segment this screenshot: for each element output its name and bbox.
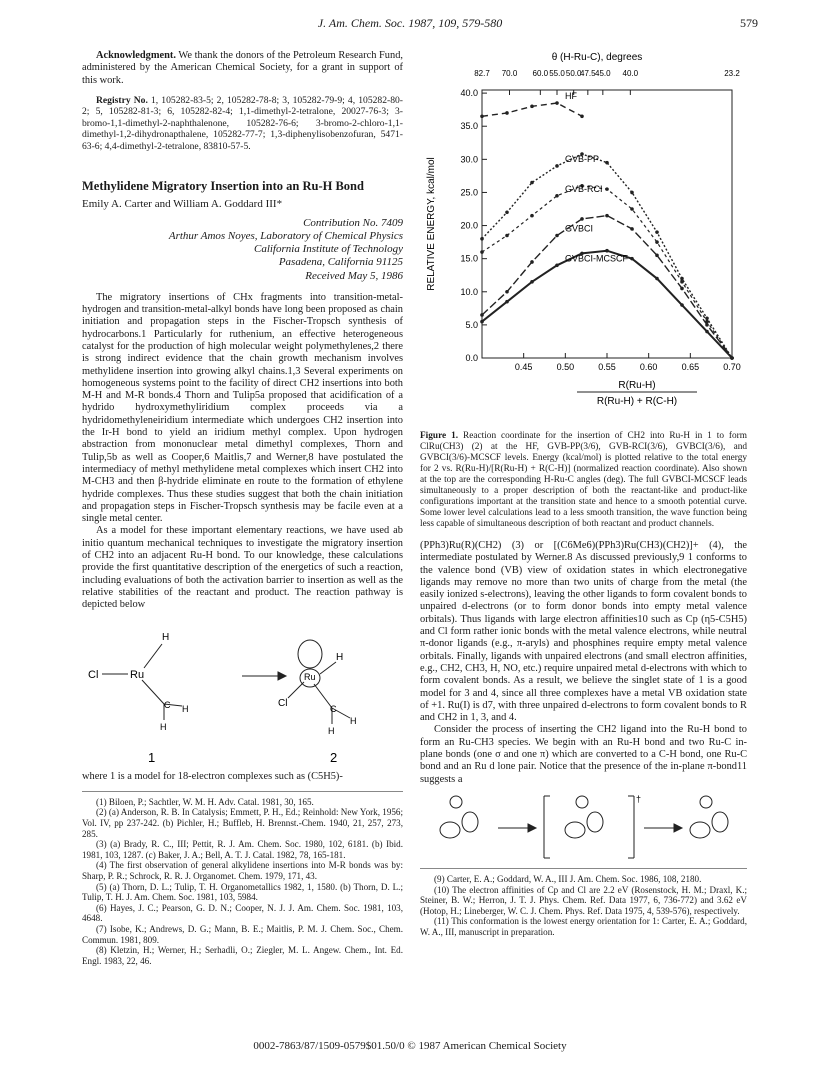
ru-label-2: Ru: [304, 671, 316, 682]
cl-label-1: Cl: [88, 668, 99, 681]
data-point: [680, 303, 684, 307]
top-tick-label: 45.0: [595, 69, 611, 78]
data-point: [530, 181, 534, 185]
data-point: [555, 164, 559, 168]
data-point: [730, 356, 734, 360]
right-footnote: (9) Carter, E. A.; Goddard, W. A., III J. Am. Chem. Soc. 1986, 108, 2180.: [434, 873, 702, 884]
h-label-3: H: [160, 721, 167, 732]
data-point: [655, 240, 659, 244]
x-tick-label: 0.55: [598, 362, 616, 372]
c-label-2: C: [330, 703, 337, 714]
copyright-footer: 0002-7863/87/1509-0579$01.50/0 © 1987 American Chemical Society: [253, 1040, 567, 1052]
data-point: [505, 111, 509, 115]
top-tick-label: 50.0: [565, 69, 582, 78]
data-point: [555, 263, 559, 267]
series-label: GVBCI-MCSCF: [565, 253, 628, 264]
series-label: HF: [565, 91, 577, 102]
data-point: [530, 280, 534, 284]
affiliation-institute: California Institute of Technology: [253, 242, 403, 255]
footnotes-left: [82, 791, 403, 967]
figure-caption: [420, 431, 747, 530]
acknowledgment-label: Acknowledgment.: [96, 50, 176, 61]
y-tick-label: 35.0: [460, 121, 478, 132]
x-tick-label: 0.45: [514, 362, 533, 372]
top-tick-label: 60.0: [532, 69, 549, 78]
data-point: [705, 330, 709, 334]
left-footnote: (4) The first observation of general alkylidene insertions into M-R bonds was by: Sharp, P. R.; Schrock, R. R. J. Organomet. Chem. 1979, 171, 43.: [82, 860, 403, 881]
data-point: [530, 105, 534, 109]
data-point: [505, 234, 509, 238]
data-point: [630, 227, 634, 231]
data-point: [480, 237, 484, 241]
series-line-gvbci: [482, 216, 732, 358]
data-point: [630, 191, 634, 195]
y-tick-label: 5.0: [465, 319, 478, 330]
h-label-6: H: [328, 725, 335, 736]
x-label-numerator: R(Ru-H): [618, 380, 656, 391]
data-point: [480, 250, 484, 254]
data-point: [655, 254, 659, 258]
data-point: [655, 230, 659, 234]
article-authors: Emily A. Carter and William A. Goddard III*: [82, 198, 283, 211]
journal-citation: J. Am. Chem. Soc. 1987, 109, 579-580: [317, 16, 503, 30]
paragraph-3: where 1 is a model for 18-electron complexes such as (C5H5)-: [82, 770, 343, 782]
top-tick-label: 40.0: [622, 69, 639, 78]
series-line-gvbci-mcscf: [482, 251, 732, 358]
figure-caption-label: Figure 1.: [420, 431, 459, 441]
orbital-scheme: [420, 792, 747, 862]
left-footnote: (6) Hayes, J. C.; Pearson, G. D. N.; Cooper, N. J. J. Am. Chem. Soc. 1981, 103, 4648.: [82, 902, 403, 924]
data-point: [505, 290, 509, 294]
h-label-1: H: [162, 631, 170, 643]
left-footnote: (1) Biloen, P.; Sachtler, W. M. H. Adv. Catal. 1981, 30, 165.: [96, 796, 314, 807]
x-tick-label: 0.50: [556, 362, 575, 372]
data-point: [655, 277, 659, 281]
data-point: [680, 287, 684, 291]
registry-numbers: [82, 95, 403, 152]
compound-2-label: 2: [330, 749, 338, 765]
figure-1: [420, 50, 747, 425]
left-footnote: (5) (a) Thorn, D. L.; Tulip, T. H. Organometallics 1982, 1, 1580. (b) Thorn, D. L.; Tulip, T. H. J. Am. Chem. Soc. 1981, 103, 5984.: [82, 881, 403, 903]
right-footnote: (10) The electron affinities of Cp and Cl are 2.2 eV (Rosenstock, H. M.; Draxl, K.; Steiner, B. W.; Herron, J. T. J. Phys. Chem. Ref. Data 1977, 6, 736-772) and 3.62 eV (Hotop, H.; Lineberger, W. C. J. Chem. Phys. Ref. Data 1975, 4, 539-576), respectively.: [420, 884, 747, 916]
x-tick-label: 0.60: [639, 362, 658, 372]
y-axis-label: RELATIVE ENERGY, kcal/mol: [426, 157, 437, 291]
top-tick-label: 47.5: [580, 69, 596, 78]
data-point: [580, 114, 584, 118]
data-point: [680, 280, 684, 284]
registry-label: Registry No.: [96, 94, 148, 106]
data-point: [705, 316, 709, 320]
contribution-number: Contribution No. 7409: [303, 216, 403, 229]
data-point: [480, 320, 484, 324]
data-point: [530, 214, 534, 218]
left-footnote: (8) Kletzin, H.; Werner, H.; Serhadli, O.; Ziegler, M. L. Angew. Chem., Int. Ed. Engl. 1983, 22, 46.: [82, 945, 403, 966]
figure-caption-text: Reaction coordinate for the insertion of CH2 into Ru-H in 1 to form ClRu(CH3) (2) at the HF, GVB-PP(3/6), GVB-RCI(3/6), GVBCI(3/6), and GVBCI(3/6)-MCSCF levels. Energy (kcal/mol) is plotted relative to the total energy for 2 vs. R(Ru-H)/[R(Ru-H) + R(C-H)] (normalized reaction coordinate). Also shown at the top are the corresponding H-Ru-C angles (deg). The full GVBCI-MCSCF leads simultaneously to a proper description of both the reactant-like and product-like configurations important at the transition state and hence to a smooth potential curve. Some lower level calculations lead to a less smooth transition, the wave function being less capable of simultaneous description of both reactant and product channels.: [420, 431, 748, 529]
paragraph-4: (PPh3)Ru(R)(CH2) (3) or [(C6Me6)(PPh3)Ru(CH3)(CH2)]+ (4), the intermediate postulated by Werner.8 As discussed previously,9 1 conforms to the valence bond (VB) view of oxidation states in which electronegative ligands may remove no more than two units of charge from the metal (the easily ionized s-electrons), leaving the other ligands to form covalent bonds to unpaired d-electrons (or to form donor bonds into empty metal valence orbitals). Thus ligands with large electron affinities10 such as Cp (η5-C5H5) and Cl form rather ionic bonds with the metal valence electrons, while neutral π-donor ligands (e.g., π-aryls) and phosphines require empty metal valence orbitals. Finally, ligands with unpaired electrons (and small electron affinities, e.g., CH2, CH3, H, NO, etc.) require unpaired metal d-electrons with which to form covalent bonds. As a result, we believe the singlet state of 1 is a good model for 3 and 4, since all three complexes have a metal VB oxidation state of +1. Ru(I) is d7, with three unpaired d-electrons to form covalent bonds to R and CH2 in 1, 3, and 4.: [420, 540, 747, 724]
dagger-mark-2: †: [636, 793, 642, 804]
energy-chart: [420, 50, 747, 425]
data-point: [480, 114, 484, 118]
left-column: [82, 50, 403, 966]
affiliation: [82, 217, 403, 269]
data-point: [530, 260, 534, 264]
acknowledgment-text: We thank the donors of the Petroleum Research Fund, administered by the American Chemical Society, for a grant in support of this work.: [82, 50, 403, 86]
paragraph-5: Consider the process of inserting the CH2 ligand into the Ru-H bond to form an Ru-CH3 species. We begin with an Ru-H bond and two Ru-C in-plane bonds (one σ and one π) which are converted to a C-H bond, one Ru-C bond and an Ru d lone pair. Notice that the presence of the in-plane π-bond11 suggests a: [420, 724, 747, 785]
cl-label-2: Cl: [278, 697, 288, 709]
data-point: [680, 277, 684, 281]
acknowledgment: [82, 50, 403, 87]
received-date: Received May 5, 1986: [305, 269, 403, 282]
h-label-2: H: [182, 703, 189, 714]
data-point: [630, 207, 634, 211]
data-point: [555, 194, 559, 198]
registry-text: 1, 105282-83-5; 2, 105282-78-8; 3, 105282-79-9; 4, 105282-80-2; 5, 105282-81-3; 6, 105282-82-4; 1,1-dimethyl-2-tetralone, 20027-76-3; 3-bromo-1,1-dimethyl-2-naphthalenone, 105282-76-6; 3-bromo-2-chloro-1,1-dimethyl-1,2-dihydronapthalene, 105282-77-7; 1,3-diphenylisobenzofuran, 5471-63-6; 4,4-dimethyl-2-tetralone, 83810-57-5.: [82, 94, 403, 152]
series-label: GVBCI: [565, 223, 594, 234]
orbital-scheme-drawing: [420, 792, 747, 862]
left-footnote: (3) (a) Brady, R. C., III; Pettit, R. J. Am. Chem. Soc. 1980, 102, 6181. (b) Ibid. 1981, 103, 1287. (c) Baker, J. A.; Bell, A. T. J. Catal. 1982, 78, 165-181.: [82, 839, 403, 860]
data-point: [555, 101, 559, 105]
data-point: [580, 217, 584, 221]
left-footnote: (7) Isobe, K.; Andrews, D. G.; Mann, B. E.; Maitlis, P. M. J. Chem. Soc., Chem. Commun. 1981, 809.: [82, 923, 403, 945]
data-point: [480, 313, 484, 317]
paragraph-2: As a model for these important elementary reactions, we have used ab initio quantum mechanical techniques to investigate the migratory insertion of CH2 into an adjacent Ru-H bond. To our knowledge, these calculations provide the first quantitative description of the energetics of such a reaction, including evaluations of both the activation barrier to insertion as well as the relative stabilities of the reactant and product. The reaction pathway is depicted below: [82, 525, 403, 611]
top-tick-label: 23.2: [724, 69, 740, 78]
affiliation-lab: Arthur Amos Noyes, Laboratory of Chemical Physics: [168, 229, 403, 242]
compound-1-label: 1: [148, 749, 156, 765]
y-tick-label: 0.0: [465, 353, 478, 363]
data-point: [605, 214, 609, 218]
h-label-5: H: [350, 715, 357, 726]
data-point: [505, 300, 509, 304]
right-column: [420, 50, 747, 938]
top-tick-label: 55.0: [549, 69, 565, 78]
top-tick-label: 70.0: [501, 69, 518, 78]
c-label-1: C: [164, 699, 171, 710]
top-axis-title: θ (H-Ru-C), degrees: [551, 52, 643, 63]
data-point: [605, 249, 609, 253]
page-number: 579: [740, 16, 758, 30]
running-header: [0, 16, 820, 32]
left-footnote: (2) (a) Anderson, R. B. In Catalysis; Emmett, P. H., Ed.; Reinhold: New York, 1956; Vol. IV, pp 237-242. (b) Pichler, H.; Buffleb, H. Brennst.-Chem. 1940, 21, 257, 273, 285.: [82, 807, 403, 839]
x-label-denominator: R(Ru-H) + R(C-H): [596, 396, 678, 407]
series-line-gvb-rci: [482, 183, 732, 358]
y-tick-label: 30.0: [460, 154, 478, 165]
data-point: [630, 257, 634, 261]
data-point: [555, 234, 559, 238]
data-point: [605, 161, 609, 165]
paragraph-1: The migratory insertions of CHx fragments into transition-metal-hydrogen and transition-metal-alkyl bonds have long been proposed as chain initiation and propagation steps in the Fischer-Tropsch synthesis of hydrocarbons.1 Particularly for ruthenium, an effective heterogeneous catalyst for the production of high molecular weight polymethylenes,2 there is strong indirect evidence that the chain growth mechanism involves methylidene insertion into growing alkyl chains.1,3 Several experiments on homogeneous systems point to the facility of direct CH2 insertions into both M-H and M-R bonds.4 Thorn and Tulip5a proposed that acidification of a hydrido hydroxymethyliridium complex proceeds via a hydridomethyleneiridium intermediate which undergoes CH2 insertion into the Ir-H bond to yield an iridium methyl complex. Upon hydrogen abstraction from mononuclear metal dimethyl complexes, Thorn and Tulip,5b as well as Cooper,6 Maitlis,7 and Werner,8 have postulated the intermediacy of methyl methylidene metal complexes which insert CH2 into M-CH3 and then β-hydride eliminate en route to the formation of ethylene hydride complexes. Thus these studies suggest that both the chain initiation and propagation steps in Fischer-Tropsch synthesis may be facile even at a single metal center.: [82, 291, 403, 525]
y-tick-label: 40.0: [460, 88, 478, 99]
series-label: GVB-RCI: [565, 183, 603, 194]
y-tick-label: 15.0: [460, 253, 478, 264]
data-point: [705, 323, 709, 327]
ru-label-1: Ru: [130, 668, 145, 681]
y-tick-label: 25.0: [460, 187, 478, 198]
series-label: GVB-PP: [565, 153, 600, 164]
data-point: [505, 211, 509, 215]
affiliation-city: Pasadena, California 91125: [278, 255, 403, 268]
article-title: Methylidene Migratory Insertion into an Ru-H Bond: [82, 178, 364, 193]
y-tick-label: 20.0: [460, 220, 478, 231]
y-tick-label: 10.0: [460, 286, 478, 297]
right-footnote: (11) This conformation is the lowest energy orientation for 1: Carter, E. A.; Goddard, W. A., III, manuscript in preparation.: [420, 916, 747, 937]
x-tick-label: 0.70: [723, 362, 741, 372]
footnotes-right: [420, 868, 747, 938]
x-tick-label: 0.65: [681, 362, 700, 372]
top-tick-label: 82.7: [474, 69, 490, 78]
h-label-4: H: [336, 651, 344, 663]
reaction-scheme-drawing: [82, 616, 403, 771]
reaction-scheme: [82, 616, 403, 771]
data-point: [605, 187, 609, 191]
